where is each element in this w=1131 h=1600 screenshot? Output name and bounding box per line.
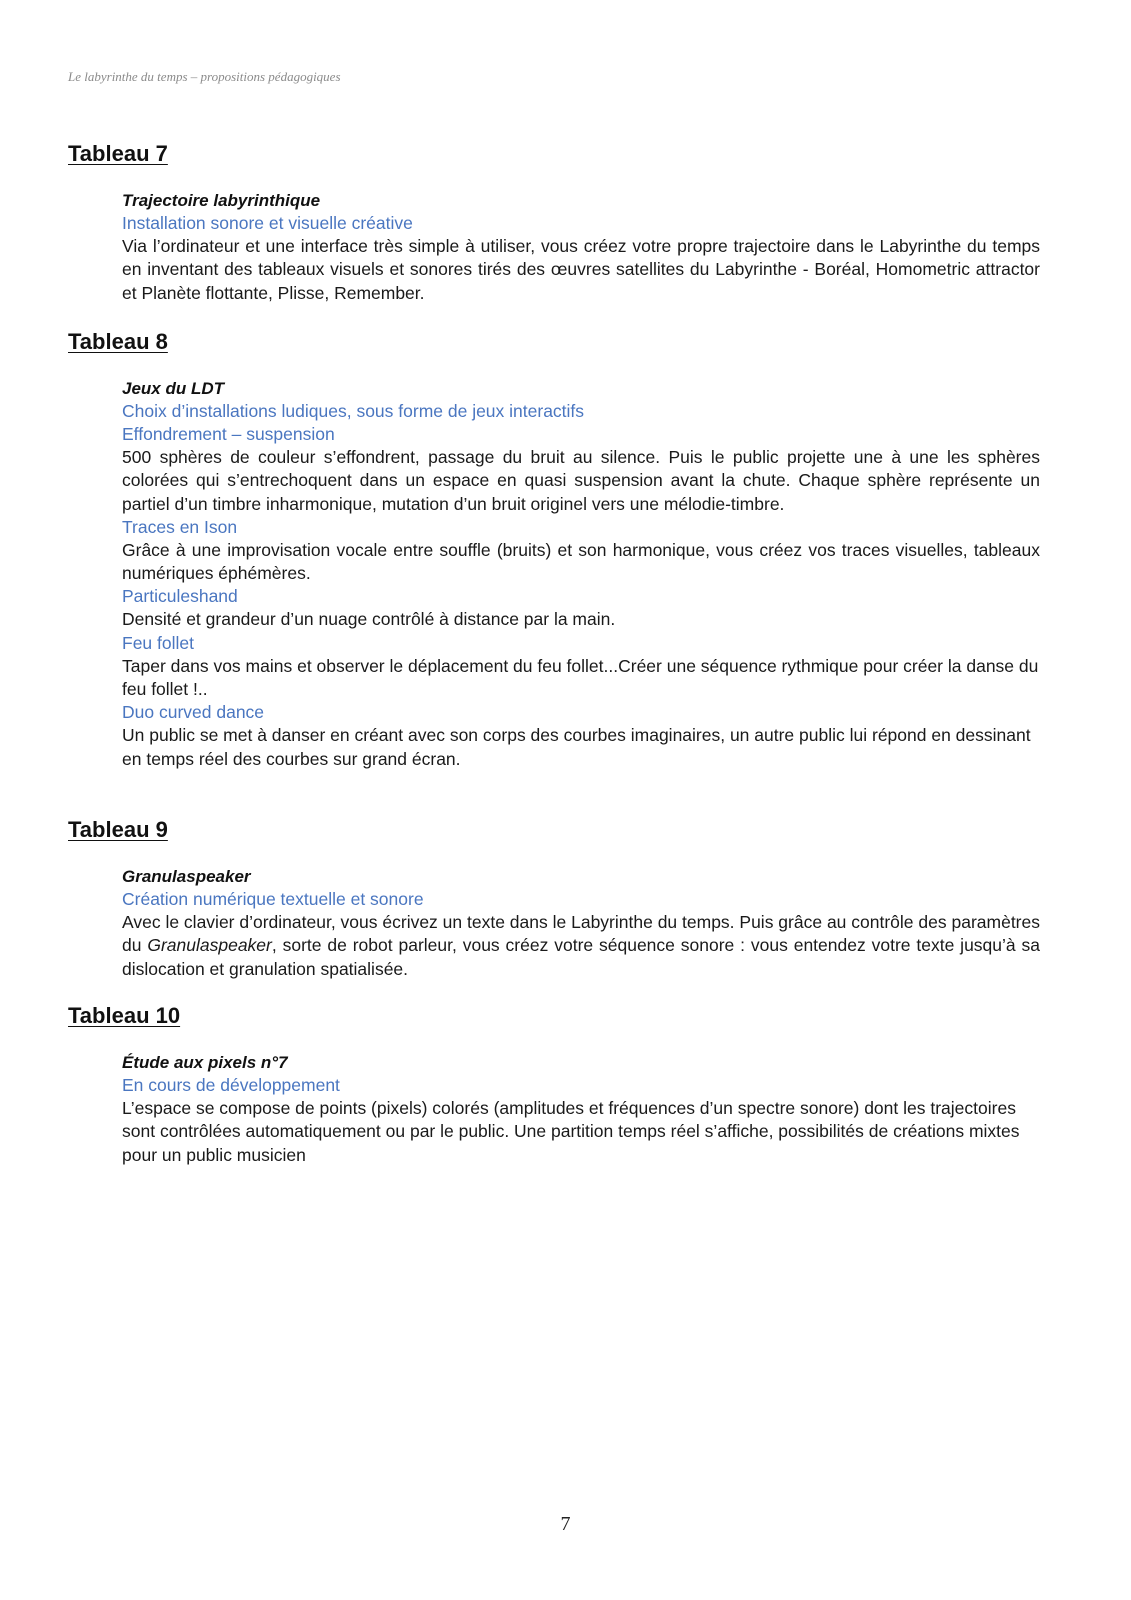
work-description: Via l’ordinateur et une interface très simple à utiliser, vous créez votre propre trajectoire dans le Labyrinthe du temps en inventant des tableaux visuels et sonores tirés des œuvres satellites du Labyrinthe - Boréal, Homometric attractor et Planète flottante, Plisse, Remember. [122,236,1040,303]
work-description [122,911,1040,981]
item-description: Taper dans vos mains et observer le déplacement du feu follet...Créer une séquence rythmique pour créer la danse du feu follet !.. [122,655,1039,700]
item-title: Effondrement – suspension [122,424,335,444]
page-number: 7 [560,1513,571,1535]
description-part: Avec le clavier d’ordinateur, vous écrivez un texte dans le Labyrinthe du temps. Puis grâce au contrôle des paramètres du [122,912,1040,956]
section-body [122,377,1040,771]
section-tableau-9 [68,817,1048,981]
section-heading: Tableau 10 [68,1003,181,1028]
work-title: Jeux du LDT [122,379,225,398]
section-tableau-7 [68,141,1048,305]
work-title: Étude aux pixels n°7 [122,1053,288,1072]
work-subtitle: En cours de développement [122,1075,340,1095]
section-heading: Tableau 7 [68,141,168,166]
description-part: , sorte de robot parleur, vous créez votre séquence sonore : vous entendez votre texte jusqu’à sa dislocation et granulation spatialisée. [122,935,1040,979]
running-header: Le labyrinthe du temps – propositions pédagogiques [68,69,341,84]
work-subtitle: Installation sonore et visuelle créative [122,213,413,233]
section-body [122,189,1040,305]
item-title: Feu follet [122,632,194,653]
section-body [122,1051,1040,1167]
item-title: Traces en Ison [122,516,238,537]
item-description: Densité et grandeur d’un nuage contrôlé à distance par la main. [122,609,616,630]
item-title: Duo curved dance [122,702,265,723]
section-heading: Tableau 8 [68,329,168,354]
item-title: Particuleshand [122,586,238,607]
work-subtitle: Création numérique textuelle et sonore [122,889,424,909]
section-tableau-10 [68,1003,1048,1167]
section-body [122,865,1040,981]
work-description: L’espace se compose de points (pixels) colorés (amplitudes et fréquences d’un spectre sonore) dont les trajectoires sont contrôlées automatiquement ou par le public. Une partition temps réel s’affiche, possibilités de créations mixtes pour un public musicien [122,1098,1020,1165]
section-heading: Tableau 9 [68,817,168,842]
item-description: Un public se met à danser en créant avec son corps des courbes imaginaires, un autre public lui répond en dessinant en temps réel des courbes sur grand écran. [122,725,1031,769]
item-description: 500 sphères de couleur s’effondrent, passage du bruit au silence. Puis le public projette une à une les sphères colorées qui s’entrechoquent dans un espace en quasi suspension avant la chute. Chaque sphère représente un partiel d’un timbre inharmonique, mutation d’un bruit originel vers une mélodie-timbre. [122,447,1040,514]
work-title: Trajectoire labyrinthique [122,191,321,210]
item-description: Grâce à une improvisation vocale entre souffle (bruits) et son harmonique, vous créez vos traces visuelles, tableaux numériques éphémères. [122,539,1040,584]
section-tableau-8 [68,329,1048,771]
work-title: Granulaspeaker [122,867,251,886]
work-subtitle: Choix d’installations ludiques, sous forme de jeux interactifs [122,401,585,421]
description-italic-term: Granulaspeaker [147,935,272,956]
